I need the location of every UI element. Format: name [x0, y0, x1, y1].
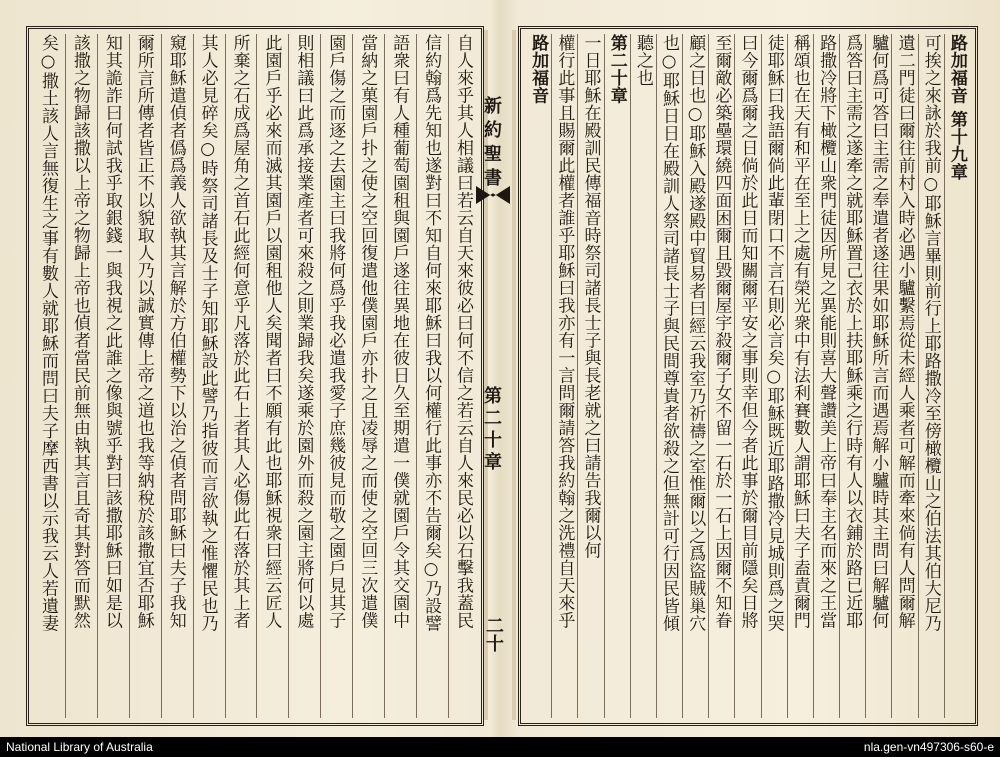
- right-page: [518, 26, 978, 726]
- text-column: 徒耶穌曰我語爾倘此輩閉口不言石則必言矣○耶穌既近耶路撒冷見城則爲之哭: [761, 34, 787, 718]
- text-column: 聽之也: [630, 34, 656, 718]
- gutter-chapter-left: 第二十章: [481, 386, 502, 474]
- text-column: 爲答曰主需之遂牽之就耶穌置己衣於上扶耶穌乘之行時有人以衣鋪於路已近耶: [839, 34, 865, 718]
- text-column: 至爾敵必築壘環繞四面困爾且毀爾屋宇殺爾子女不留一石於一石上因爾不知眷: [708, 34, 734, 718]
- left-page-columns: [34, 34, 476, 718]
- library-name: National Library of Australia: [6, 740, 153, 754]
- text-column: 語衆曰有人種葡萄園租與園戶遂往異地在彼日久至期遣一僕就園戶令其交園中: [384, 34, 412, 718]
- text-column: 曰今爾爲爾之日倘於此日而知關爾平安之事則幸但今者此事於爾目前隱矣日將: [734, 34, 760, 718]
- text-column: 此園戶乎必來而滅其園戶以園租他人矣聞者曰不願有此也耶穌視衆曰經云匠人: [256, 34, 284, 718]
- gutter-book-heading: 路加福音: [528, 34, 549, 104]
- text-column: 窺耶穌遣偵者僞爲義人欲執其言解於方伯權勢下以治之偵者問耶穌曰夫子我知: [161, 34, 189, 718]
- gutter-page-number: 二十: [483, 616, 504, 652]
- text-column: 則相議曰此爲承接業產者可來殺之則業歸我矣遂乘於園外而殺之園主將何以處: [288, 34, 316, 718]
- text-column: 顧之日也○耶穌入殿遂殿中貿易者曰經云我室乃祈禱之室惟爾以之爲盜賊巢穴: [682, 34, 708, 718]
- text-column: 自人來乎其人相議曰若云自天來彼必曰何不信之若云自人來民必以石擊我蓋民: [448, 34, 476, 718]
- text-column: 矣○撒土該人言無復生之事有數人就耶穌而問曰夫子摩西書以示我云人若遺妻: [38, 34, 58, 632]
- text-column: 權行此事且賜爾此權者誰乎耶穌曰我亦有一言問爾請答我約翰之洗禮自天來乎: [551, 34, 577, 718]
- text-column: 稱頌也在天有和平在至上之處有榮光衆中有法利賽數人謂耶穌曰夫子盍責爾門: [787, 34, 813, 718]
- text-column: 其人必見碎矣○時祭司諸長及士子知耶穌設此譬乃指彼而言欲執之惟懼民也乃: [193, 34, 221, 718]
- text-column: 路撒冷將下橄欖山衆門徒因所見之異能則喜大聲讚美上帝曰奉主名而來之王當: [813, 34, 839, 718]
- right-page-columns: [526, 34, 970, 718]
- text-column: 遺二門徒曰爾往前村入時必遇小驢繫焉從未經人乘者可解而牽來倘有人問爾解: [891, 34, 917, 718]
- text-column: 該撒之物歸該撒以上帝之物歸上帝也偵者當民前無由執其言且奇其對答而默然: [65, 34, 93, 718]
- chapter-badge: 第二十章: [604, 34, 630, 718]
- gutter-book-title: 新約聖書: [481, 96, 502, 192]
- text-column: 當納之菓園戶扑之使之空回復遣他僕園戶亦扑之且凌辱之而使之空回三次遣僕: [352, 34, 380, 718]
- text-column: 園戶傷之而逐之去園主曰我將何爲乎我必遣我愛子庶幾彼見而敬之園戶見其子: [320, 34, 348, 718]
- text-column: 所棄之石成爲屋角之首石此經何意乎凡落於此石上者其人必傷此石落於其上者: [225, 34, 253, 718]
- text-column: 驢何爲可答曰主需之奉遣者遂往果如耶穌所言而遇焉解小驢時其主問曰解驢何: [865, 34, 891, 718]
- text-column: 一日耶穌在殿訓民傳福音時祭司諸長士子與長老就之曰請告我爾以何: [577, 34, 603, 718]
- chapter-heading: 路加福音 第十九章: [944, 34, 970, 718]
- left-page: [26, 26, 484, 726]
- catalog-reference: nla.gen-vn497306-s60-e: [863, 740, 994, 754]
- text-column: 信約翰爲先知也遂對曰不知自何來耶穌曰我以何權行此事亦不告爾矣○乃設譬: [416, 34, 444, 718]
- text-column: 可挨之來詠於我前○耶穌言畢則前行上耶路撒冷至傍橄欖山之伯法其伯大尼乃: [918, 34, 944, 718]
- library-footer: [0, 737, 1000, 757]
- text-column: 爾所言所傳者皆正不以貌取人乃以誠實傳上帝之道也我等納稅於該撒宜否耶穌: [129, 34, 157, 718]
- text-column: 知其詭詐曰何試我乎取銀錢一與我視之此誰之像與號乎對曰該撒耶穌曰如是以: [97, 34, 125, 718]
- text-column: 也○耶穌日日在殿訓人祭司諸長士子與民間尊貴者欲殺之但無計可行因民皆傾: [656, 34, 682, 718]
